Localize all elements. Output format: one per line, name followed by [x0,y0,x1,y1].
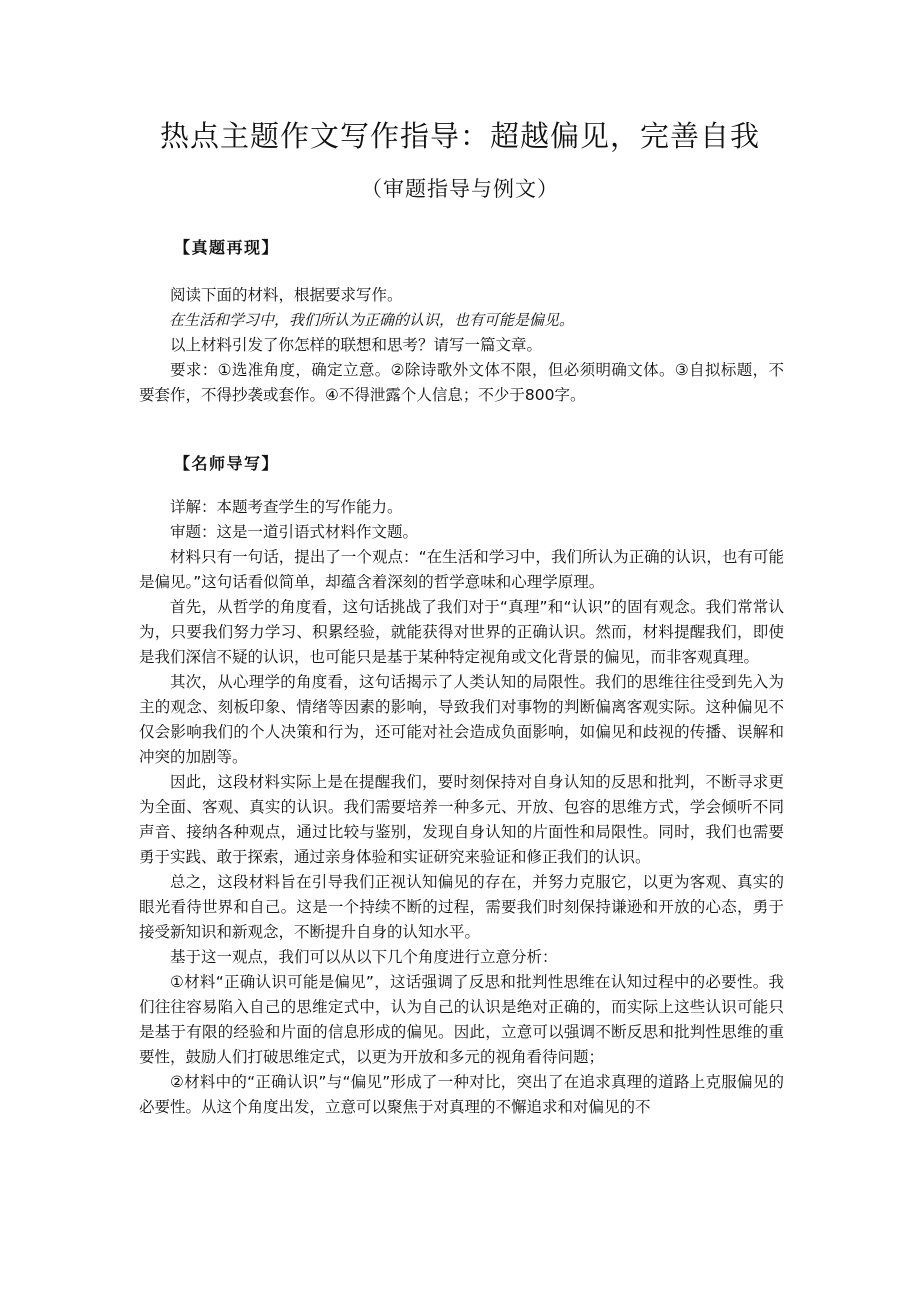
section-heading-teacher-guide: 【名师导写】 [174,454,280,473]
section-heading-exam-question: 【真题再现】 [174,238,280,257]
paragraph: 因此，这段材料实际上是在提醒我们，要时刻保持对自身认知的反思和批判，不断寻求更为全面、客观、真实的认识。我们需要培养一种多元、开放、包容的思维方式，学会倾听不同声音、接纳各种观点，通过比较与鉴别，发现自身认知的片面性和局限性。同时，我们也需要勇于实践、敢于探索，通过亲身体验和实证研究来验证和修正我们的认识。 [139,773,784,866]
paragraph: 首先，从哲学的角度看，这句话挑战了我们对于“真理”和“认识”的固有观念。我们常常认为，只要我们努力学习、积累经验，就能获得对世界的正确认识。然而，材料提醒我们，即使是我们深信不疑的认识，也可能只是基于某种特定视角或文化背景的偏见，而非客观真理。 [139,598,784,666]
document-subtitle: （审题指导与例文） [361,177,559,201]
paragraph: 其次，从心理学的角度看，这句话揭示了人类认知的局限性。我们的思维往往受到先入为主的观念、刻板印象、情绪等因素的影响，导致我们对事物的判断偏离客观实际。这种偏见不仅会影响我们的个人决策和行为，还可能对社会造成负面影响，如偏见和歧视的传播、误解和冲突的加剧等。 [139,673,784,766]
paragraph: 阅读下面的材料，根据要求写作。 [170,286,403,304]
material-quote: 在生活和学习中，我们所认为正确的认识，也有可能是偏见。 [169,311,575,329]
document-title: 热点主题作文写作指导：超越偏见，完善自我 [159,119,760,153]
paragraph: 以上材料引发了你怎样的联想和思考？请写一篇文章。 [170,336,543,354]
paragraph: 审题：这是一道引语式材料作文题。 [170,523,419,541]
teacher-guide-body [139,495,784,1120]
exam-question-body [139,283,784,408]
requirements-paragraph: 要求：①选准角度，确定立意。②除诗歌外文体不限，但必须明确文体。③自拟标题，不要套作，不得抄袭或套作。④不得泄露个人信息；不少于800字。 [139,361,784,404]
paragraph: 基于这一观点，我们可以从以下几个角度进行立意分析： [170,948,558,966]
paragraph: ②材料中的“正确认识”与“偏见”形成了一种对比，突出了在追求真理的道路上克服偏见的必要性。从这个角度出发，立意可以聚焦于对真理的不懈追求和对偏见的不 [139,1073,784,1116]
paragraph: 详解：本题考查学生的写作能力。 [170,498,403,516]
paragraph: 材料只有一句话，提出了一个观点：“在生活和学习中，我们所认为正确的认识，也有可能是偏见。”这句话看似简单，却蕴含着深刻的哲学意味和心理学原理。 [139,548,784,591]
paragraph: 总之，这段材料旨在引导我们正视认知偏见的存在，并努力克服它，以更为客观、真实的眼光看待世界和自己。这是一个持续不断的过程，需要我们时刻保持谦逊和开放的心态，勇于接受新知识和新观念，不断提升自身的认知水平。 [139,873,784,941]
paragraph: ①材料“正确认识可能是偏见”，这话强调了反思和批判性思维在认知过程中的必要性。我们往往容易陷入自己的思维定式中，认为自己的认识是绝对正确的，而实际上这些认识可能只是基于有限的经验和片面的信息形成的偏见。因此，立意可以强调不断反思和批判性思维的重要性，鼓励人们打破思维定式，以更为开放和多元的视角看待问题； [139,973,784,1066]
